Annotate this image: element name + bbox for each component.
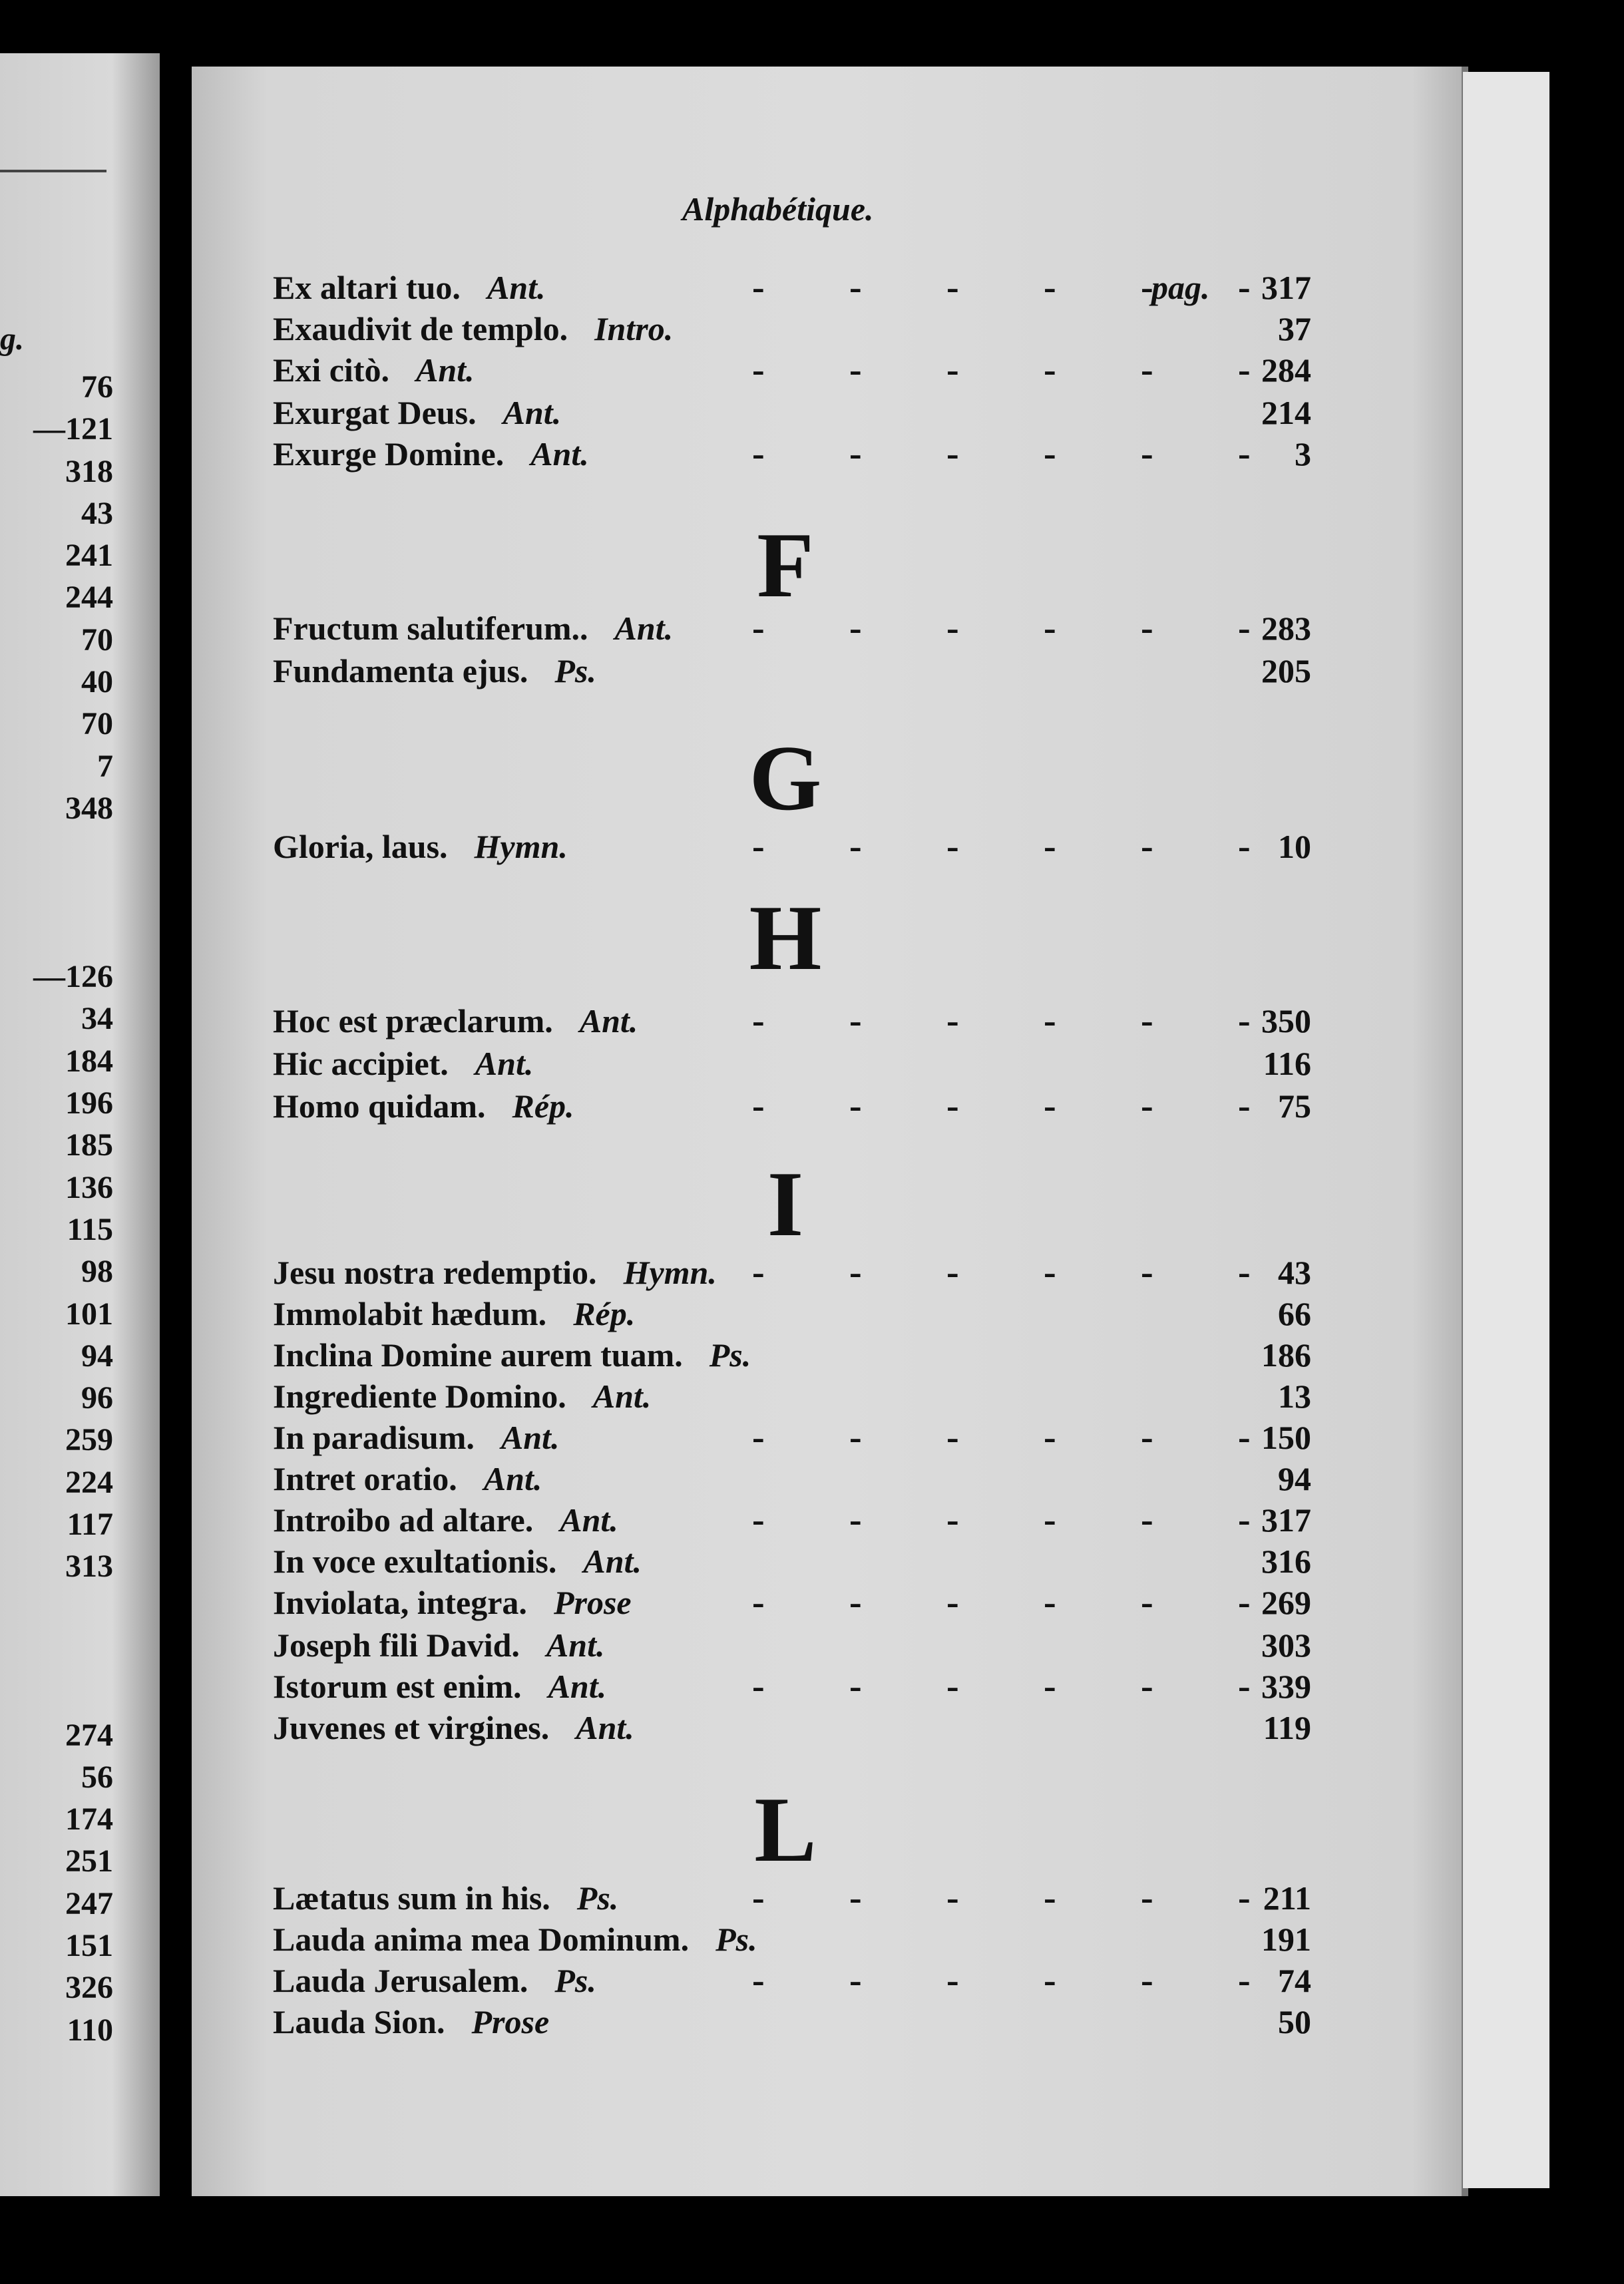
left-page-number: 151 (65, 1927, 113, 1963)
leader-dot: - (946, 1960, 959, 2001)
leader-dot: - (752, 1085, 765, 1127)
left-page-number: 184 (65, 1043, 113, 1079)
page-number: 13 (1278, 1378, 1311, 1415)
entry-type: Ant. (548, 1668, 607, 1705)
page-number: 116 (1263, 1045, 1311, 1082)
entry-title-text: Joseph fili David. (273, 1626, 520, 1664)
left-page-number: 110 (67, 2012, 113, 2048)
leader-dot: - (849, 1666, 862, 1707)
entry-type: Ant. (475, 1045, 534, 1082)
left-page-number (0, 1588, 113, 1630)
leader-dot: - (946, 608, 959, 649)
leader-dot: - (946, 826, 959, 867)
left-page-number: 34 (81, 1001, 113, 1037)
left-page-number: 40 (81, 664, 113, 700)
entry-title (273, 1000, 638, 1042)
leader-dot: - (946, 1252, 959, 1293)
page-number: 283 (1261, 610, 1311, 647)
leader-dot: - (849, 1582, 862, 1623)
leader-dot: - (1044, 826, 1056, 867)
entry-type: Ps. (715, 1921, 757, 1958)
leader-dot: - (752, 433, 765, 475)
section-letter: G (749, 727, 822, 830)
left-page-numbers (0, 366, 113, 2051)
left-page-number: 98 (81, 1254, 113, 1290)
entry-type: Rép. (512, 1087, 574, 1125)
leader-dot: - (946, 1499, 959, 1541)
page-number: 150 (1261, 1419, 1311, 1456)
leader-dot: - (1238, 608, 1251, 649)
left-fragment-label: g. (0, 321, 24, 357)
entry-title-text: Exi citò. (273, 351, 389, 389)
leader-dot: - (1044, 433, 1056, 475)
left-page-number: 259 (65, 1422, 113, 1458)
entry-title-text: Intret oratio. (273, 1460, 457, 1497)
pag-label: pag. (1151, 269, 1210, 306)
leader-dot: - (946, 1417, 959, 1458)
underlying-page-edge (1463, 72, 1549, 2188)
leader-dot: - (752, 349, 765, 391)
index-entry (273, 1540, 1311, 1583)
leader-dot: - (752, 1000, 765, 1042)
entry-title-text: Fundamenta ejus. (273, 652, 528, 689)
index-entry (273, 1000, 1311, 1042)
leader-dot: - (849, 1252, 862, 1293)
left-page-number: 348 (65, 790, 113, 826)
leader-dot: - (1044, 608, 1056, 649)
entry-type: Rép. (573, 1295, 636, 1332)
leader-dot: - (752, 267, 765, 308)
entry-title-text: Ex altari tuo. (273, 269, 461, 306)
leader-dot: - (752, 1499, 765, 1541)
page-number: 317 (1261, 269, 1311, 306)
entry-title-text: Lauda Jerusalem. (273, 1962, 528, 1999)
left-page-number (0, 829, 113, 871)
leader-dot: - (946, 349, 959, 391)
entry-type: Ant. (487, 269, 546, 306)
entry-title (273, 433, 589, 475)
leader-dot: - (1141, 1582, 1153, 1623)
leader-dot: - (849, 267, 862, 308)
index-entry (273, 1624, 1311, 1666)
page-number: 269 (1261, 1584, 1311, 1621)
page-number: 74 (1278, 1962, 1311, 1999)
leader-dot: - (849, 1417, 862, 1458)
leader-dot: - (1044, 1252, 1056, 1293)
entry-type: Ant. (530, 435, 589, 473)
left-page-number: 117 (67, 1507, 113, 1543)
entry-title-text: Hoc est præclarum. (273, 1002, 553, 1040)
page-number: 214 (1261, 394, 1311, 431)
leader-dot: - (1141, 1960, 1153, 2001)
entry-title-text: Homo quidam. (273, 1087, 486, 1125)
page-number: 205 (1261, 652, 1311, 689)
entry-title-text: Hic accipiet. (273, 1045, 449, 1082)
leader-dot: - (849, 1000, 862, 1042)
leader-dot: - (1141, 1417, 1153, 1458)
leader-dot: - (1238, 1877, 1251, 1919)
leader-dot: - (1141, 349, 1153, 391)
leader-dot: - (1141, 826, 1153, 867)
dot-leader (752, 1416, 1335, 1459)
leader-dot: - (1238, 1499, 1251, 1541)
left-page-number: 56 (81, 1759, 113, 1795)
leader-dot: - (1238, 1666, 1251, 1707)
left-page-number: 241 (65, 538, 113, 574)
left-page-number: 7 (97, 748, 113, 784)
page-number: 50 (1278, 2003, 1311, 2040)
left-page-number: 136 (65, 1169, 113, 1205)
entry-type: Ant. (560, 1501, 618, 1539)
leader-dot: - (849, 608, 862, 649)
index-entry (273, 1085, 1311, 1127)
dot-leader (752, 607, 1335, 650)
left-page-number: 76 (81, 369, 113, 405)
index-entry (273, 607, 1311, 650)
index-entry (273, 1499, 1311, 1541)
entry-title (273, 2000, 549, 2043)
entry-title (273, 1624, 604, 1666)
entry-title-text: Gloria, laus. (273, 828, 448, 865)
section-letter: L (754, 1778, 817, 1881)
entry-title (273, 1457, 542, 1500)
entry-type: Ps. (576, 1879, 619, 1917)
entry-title-text: Exurge Domine. (273, 435, 505, 473)
entry-type: Ps. (709, 1336, 751, 1374)
leader-dot: - (1141, 1666, 1153, 1707)
left-page-number: 224 (65, 1464, 113, 1500)
leader-dot: - (849, 1877, 862, 1919)
entry-title-text: Inviolata, integra. (273, 1584, 527, 1621)
leader-dot: - (1141, 1252, 1153, 1293)
left-page-number: 185 (65, 1127, 113, 1163)
entry-title (273, 1706, 634, 1749)
index-entry (273, 1042, 1311, 1085)
leader-dot: - (1141, 1877, 1153, 1919)
section-letter: H (749, 886, 822, 990)
entry-title (273, 1085, 574, 1127)
entry-title-text: Exaudivit de templo. (273, 310, 568, 347)
entry-title-text: Juvenes et virgines. (273, 1709, 550, 1746)
dot-leader (752, 1085, 1335, 1128)
entry-type: Ant. (576, 1709, 634, 1746)
index-entry (273, 825, 1311, 868)
page-number: 10 (1278, 828, 1311, 865)
leader-dot: - (1044, 1877, 1056, 1919)
index-entry (273, 1665, 1311, 1708)
index-entry (273, 1581, 1311, 1624)
entry-type: Hymn. (474, 828, 568, 865)
leader-dot: - (1238, 1417, 1251, 1458)
entry-type: Intro. (594, 310, 674, 347)
leader-dot: - (849, 349, 862, 391)
left-page-number (0, 1672, 113, 1714)
entry-type: Ant. (546, 1626, 605, 1664)
leader-dot: - (946, 1582, 959, 1623)
entry-title-text: Exurgat Deus. (273, 394, 477, 431)
left-page-number (0, 914, 113, 956)
index-entry (273, 650, 1311, 692)
page-number: 66 (1278, 1295, 1311, 1332)
dot-leader (752, 266, 1335, 309)
entry-title (273, 825, 568, 868)
entry-title (273, 1581, 632, 1624)
leader-dot: - (1044, 1000, 1056, 1042)
entry-title-text: In voce exultationis. (273, 1543, 557, 1580)
left-page-number: 326 (65, 1970, 113, 2006)
page-number: 37 (1278, 310, 1311, 347)
index-entry (273, 433, 1311, 475)
leader-dot: - (752, 1960, 765, 2001)
section-letter: I (767, 1153, 804, 1256)
page-number: 75 (1278, 1087, 1311, 1125)
leader-dot: - (752, 1666, 765, 1707)
dot-leader (752, 1665, 1335, 1708)
dot-leader (752, 1000, 1335, 1043)
left-page-number (0, 1630, 113, 1672)
leader-dot: - (1238, 1960, 1251, 2001)
entry-type: Hymn. (623, 1254, 717, 1291)
left-page-number: 196 (65, 1085, 113, 1121)
entry-title-text: Ingrediente Domino. (273, 1378, 566, 1415)
leader-dot: - (1238, 1252, 1251, 1293)
section-letter: F (757, 514, 814, 617)
page-number: 191 (1261, 1921, 1311, 1958)
page-number: 186 (1261, 1336, 1311, 1374)
page-number: 43 (1278, 1254, 1311, 1291)
left-page-number: —126 (33, 959, 113, 995)
left-page-number: 244 (65, 580, 113, 616)
leader-dot: - (1044, 349, 1056, 391)
leader-dot: - (849, 1499, 862, 1541)
page-number: 94 (1278, 1460, 1311, 1497)
dot-leader (752, 349, 1335, 392)
leader-dot: - (946, 1085, 959, 1127)
left-page-number: 247 (65, 1885, 113, 1921)
page-number: 211 (1263, 1879, 1311, 1917)
leader-dot: - (1141, 1000, 1153, 1042)
index-entry (273, 349, 1311, 391)
left-page-number (0, 872, 113, 914)
entry-title (273, 1877, 618, 1919)
dot-leader (752, 1251, 1335, 1294)
left-page-fragment (0, 53, 160, 2196)
entry-type: Ant. (614, 610, 674, 647)
leader-dot: - (849, 826, 862, 867)
entry-title-text: Introibo ad altare. (273, 1501, 534, 1539)
entry-title (273, 1959, 596, 2002)
left-page-number: 274 (65, 1717, 113, 1753)
entry-title-text: In paradisum. (273, 1419, 475, 1456)
leader-dot: - (1044, 1499, 1056, 1541)
entry-title (273, 1292, 635, 1335)
entry-type: Prose (471, 2003, 550, 2040)
entry-type: Ps. (554, 1962, 596, 1999)
entry-title-text: Lauda anima mea Dominum. (273, 1921, 690, 1958)
entry-type: Ant. (483, 1460, 542, 1497)
left-page-number: 96 (81, 1380, 113, 1416)
dot-leader (752, 1499, 1335, 1542)
leader-dot: - (752, 1582, 765, 1623)
leader-dot: - (1238, 1000, 1251, 1042)
leader-dot: - (1238, 826, 1251, 867)
leader-dot: - (849, 433, 862, 475)
entry-title (273, 349, 475, 391)
left-page-number: 70 (81, 622, 113, 658)
leader-dot: - (1044, 267, 1056, 308)
dot-leader (752, 433, 1335, 476)
leader-dot: - (849, 1085, 862, 1127)
index-entry (273, 391, 1311, 434)
page-number: 3 (1295, 435, 1311, 473)
page-heading: Alphabétique. (682, 190, 874, 228)
entry-title (273, 1042, 533, 1085)
entry-title-text: Inclina Domine aurem tuam. (273, 1336, 683, 1374)
leader-dot: - (1238, 1085, 1251, 1127)
leader-dot: - (752, 1252, 765, 1293)
entry-type: Ant. (583, 1543, 642, 1580)
entry-title (273, 391, 561, 434)
left-page-number: 251 (65, 1843, 113, 1879)
entry-type: Prose (553, 1584, 632, 1621)
page-number: 284 (1261, 351, 1311, 389)
left-page-number: 318 (65, 453, 113, 489)
index-entry (273, 1918, 1311, 1961)
index-entry (273, 1292, 1311, 1335)
entry-title (273, 1499, 618, 1541)
entry-title (273, 266, 546, 309)
index-entry (273, 2000, 1311, 2043)
dot-leader (752, 825, 1335, 868)
page-number: 316 (1261, 1543, 1311, 1580)
index-entry (273, 307, 1311, 350)
leader-dot: - (1141, 608, 1153, 649)
page-number: 317 (1261, 1501, 1311, 1539)
leader-dot: - (946, 433, 959, 475)
left-page-number: 43 (81, 495, 113, 531)
left-page-number: 101 (65, 1296, 113, 1332)
page-number: 303 (1261, 1626, 1311, 1664)
entry-type: Ant. (579, 1002, 638, 1040)
leader-dot: - (1044, 1085, 1056, 1127)
index-entry (273, 1457, 1311, 1500)
leader-dot: - (752, 1877, 765, 1919)
index-entry (273, 266, 1311, 309)
entry-title-text: Istorum est enim. (273, 1668, 522, 1705)
entry-title (273, 1251, 717, 1294)
index-entry (273, 1959, 1311, 2002)
entry-title-text: Lauda Sion. (273, 2003, 445, 2040)
entry-title (273, 1334, 751, 1376)
index-entry (273, 1334, 1311, 1376)
leader-dot: - (946, 1666, 959, 1707)
entry-title-text: Fructum salutiferum.. (273, 610, 588, 647)
index-entry (273, 1375, 1311, 1418)
entry-type: Ant. (592, 1378, 652, 1415)
leader-dot: - (1238, 1582, 1251, 1623)
leader-dot: - (1238, 349, 1251, 391)
entry-title-text: Lætatus sum in his. (273, 1879, 550, 1917)
entry-type: Ps. (554, 652, 596, 689)
index-entry (273, 1416, 1311, 1459)
leader-dot: - (946, 267, 959, 308)
leader-dot: - (1044, 1417, 1056, 1458)
entry-title (273, 307, 673, 350)
leader-dot: - (752, 608, 765, 649)
leader-dot: - (1141, 267, 1153, 308)
index-entry (273, 1877, 1311, 1919)
leader-dot: - (1141, 433, 1153, 475)
entry-title-text: Immolabit hædum. (273, 1295, 547, 1332)
leader-dot: - (849, 1960, 862, 2001)
leader-dot: - (752, 826, 765, 867)
entry-type: Ant. (501, 1419, 560, 1456)
leader-dot: - (1238, 267, 1251, 308)
index-entry (273, 1251, 1311, 1294)
leader-dot: - (946, 1000, 959, 1042)
leader-dot: - (1044, 1960, 1056, 2001)
left-page-number: 115 (67, 1211, 113, 1247)
page-number: 339 (1261, 1668, 1311, 1705)
page-number: 119 (1263, 1709, 1311, 1746)
leader-dot: - (1044, 1666, 1056, 1707)
leader-dot: - (1141, 1085, 1153, 1127)
dot-leader (752, 1959, 1335, 2002)
entry-type: Ant. (415, 351, 475, 389)
entry-title (273, 650, 596, 692)
leader-dot: - (1044, 1582, 1056, 1623)
divider-rule (0, 170, 106, 172)
leader-dot: - (752, 1417, 765, 1458)
entry-title (273, 1540, 642, 1583)
left-page-number: 174 (65, 1802, 113, 1837)
leader-dot: - (1141, 1499, 1153, 1541)
left-page-number: 94 (81, 1338, 113, 1374)
entry-title (273, 1665, 606, 1708)
left-page-number: 70 (81, 706, 113, 742)
left-page-number: 313 (65, 1549, 113, 1585)
entry-title (273, 1918, 757, 1961)
page-number: 350 (1261, 1002, 1311, 1040)
entry-title (273, 1375, 651, 1418)
entry-title (273, 1416, 559, 1459)
leader-dot: - (1238, 433, 1251, 475)
leader-dot: - (946, 1877, 959, 1919)
entry-title-text: Jesu nostra redemptio. (273, 1254, 597, 1291)
index-entry (273, 1706, 1311, 1749)
dot-leader (752, 1581, 1335, 1624)
entry-title (273, 607, 673, 650)
entry-type: Ant. (503, 394, 562, 431)
dot-leader (752, 1877, 1335, 1920)
left-page-number: —121 (33, 411, 113, 447)
